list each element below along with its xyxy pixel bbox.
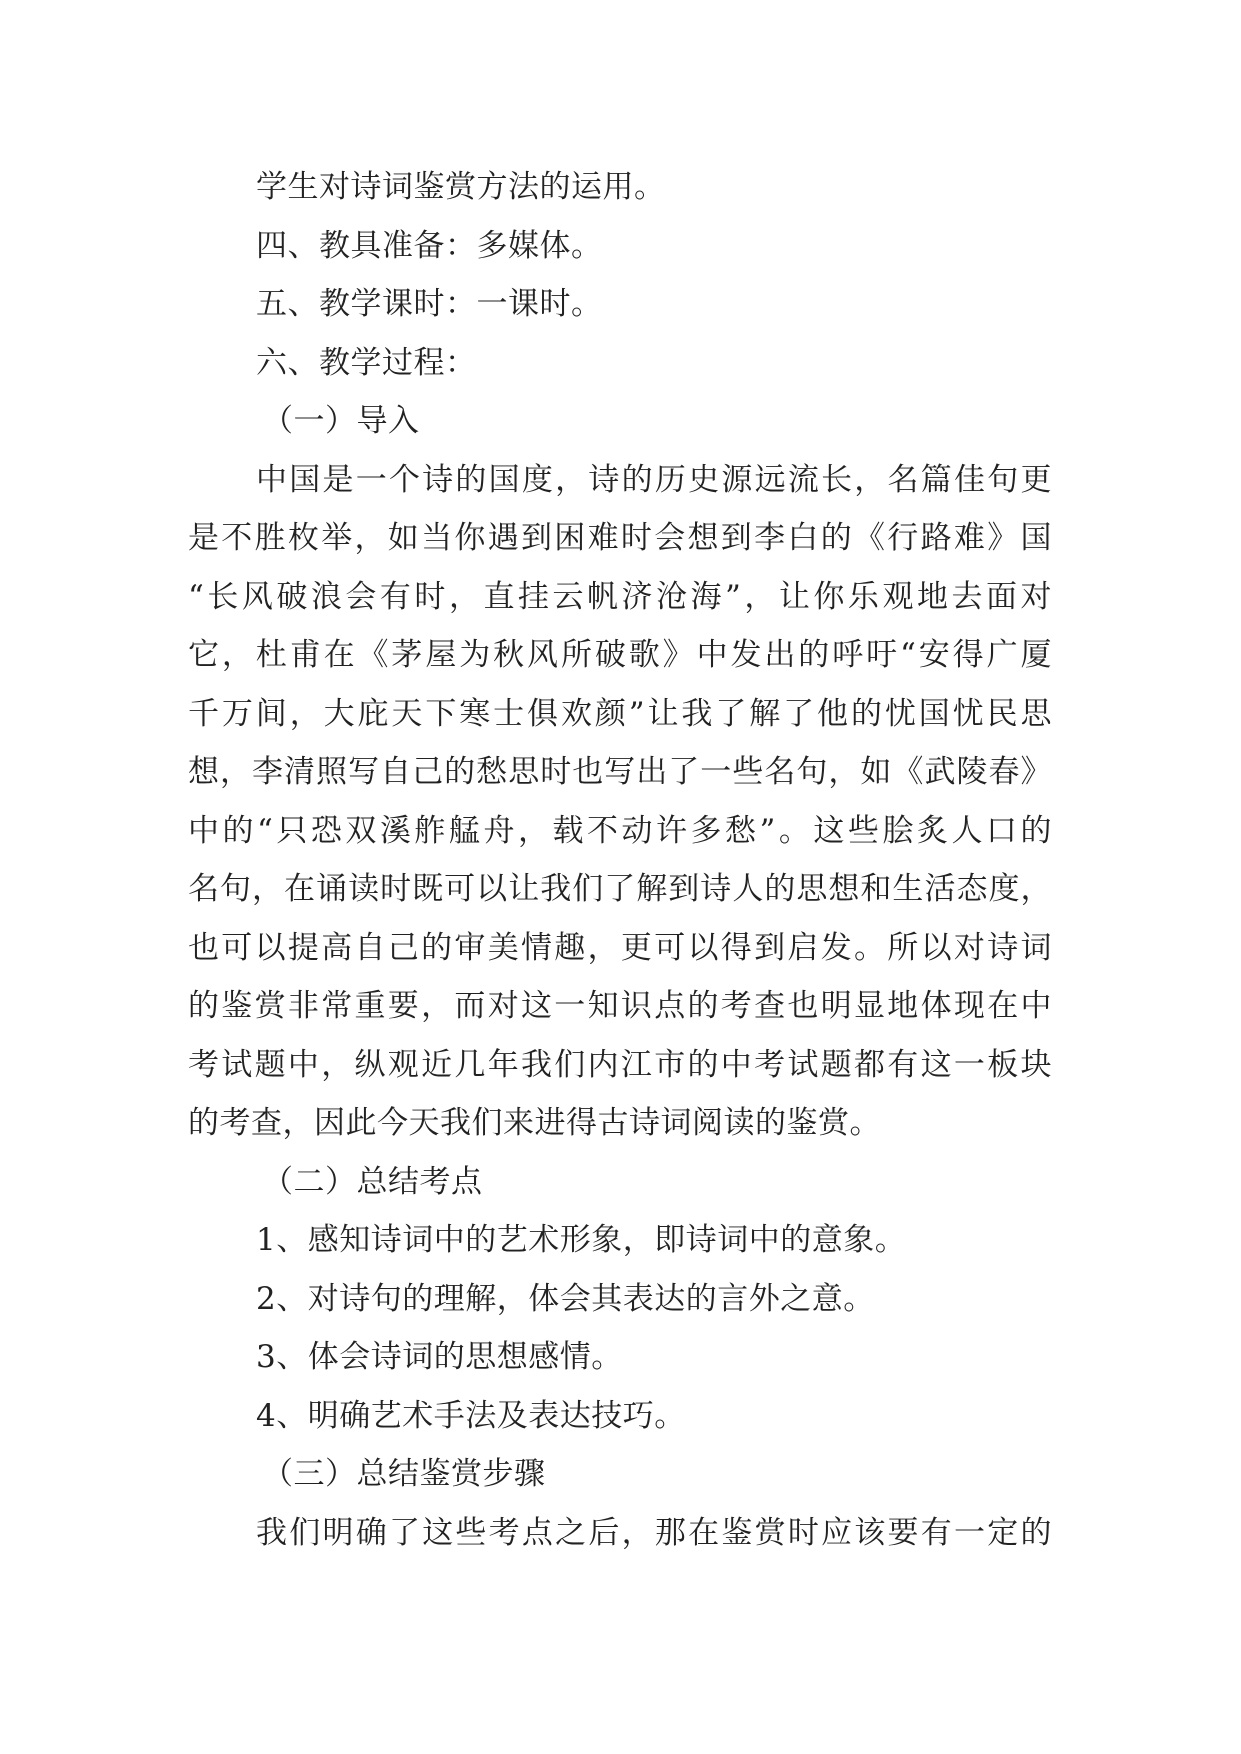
list-item: 3、体会诗词的思想感情。	[256, 1339, 623, 1375]
paragraph-line: 想，李清照写自己的愁思时也写出了一些名句，如《武陵春》	[188, 754, 1052, 790]
subsection-heading-appreciation-steps: （三）总结鉴赏步骤	[262, 1456, 546, 1492]
list-item: 4、明确艺术手法及表达技巧。	[256, 1397, 686, 1434]
section-heading-teaching-process: 六、教学过程：	[256, 344, 477, 381]
list-item: 1、感知诗词中的艺术形象，即诗词中的意象。	[256, 1222, 907, 1258]
paragraph-line: 的考查，因此今天我们来进得古诗词阅读的鉴赏。	[188, 1105, 881, 1141]
text-line: 学生对诗词鉴赏方法的运用。	[256, 169, 666, 205]
paragraph-line: 考试题中，纵观近几年我们内江市的中考试题都有这一板块	[188, 1046, 1052, 1083]
paragraph-line: 它，杜甫在《茅屋为秋风所破歌》中发出的呼吁“安得广厦	[188, 637, 1052, 673]
paragraph-line: 中国是一个诗的国度，诗的历史源远流长，名篇佳句更	[256, 461, 1052, 498]
section-heading-teaching-aids: 四、教具准备：多媒体。	[256, 227, 603, 264]
paragraph-line: “长风破浪会有时，直挂云帆济沧海”，让你乐观地去面对	[188, 578, 1052, 615]
paragraph-line: 是不胜枚举，如当你遇到困难时会想到李白的《行路难》国	[188, 520, 1052, 556]
document-body	[188, 158, 1052, 1562]
subsection-heading-key-points: （二）总结考点	[262, 1163, 483, 1200]
list-item: 2、对诗句的理解，体会其表达的言外之意。	[256, 1280, 875, 1317]
paragraph-line: 也可以提高自己的审美情趣，更可以得到启发。所以对诗词	[188, 929, 1052, 966]
paragraph-line: 名句，在诵读时既可以让我们了解到诗人的思想和生活态度，	[188, 871, 1052, 907]
paragraph-line: 中的“只恐双溪舴艋舟，载不动许多愁”。这些脍炙人口的	[188, 812, 1052, 849]
paragraph-line: 千万间，大庇天下寒士俱欢颜”让我了解了他的忧国忧民思	[188, 695, 1052, 732]
section-heading-class-hours: 五、教学课时：一课时。	[256, 286, 603, 322]
subsection-heading-introduction: （一）导入	[262, 403, 420, 439]
paragraph-line: 的鉴赏非常重要，而对这一知识点的考查也明显地体现在中	[188, 988, 1052, 1024]
paragraph-line: 我们明确了这些考点之后，那在鉴赏时应该要有一定的	[256, 1514, 1052, 1551]
